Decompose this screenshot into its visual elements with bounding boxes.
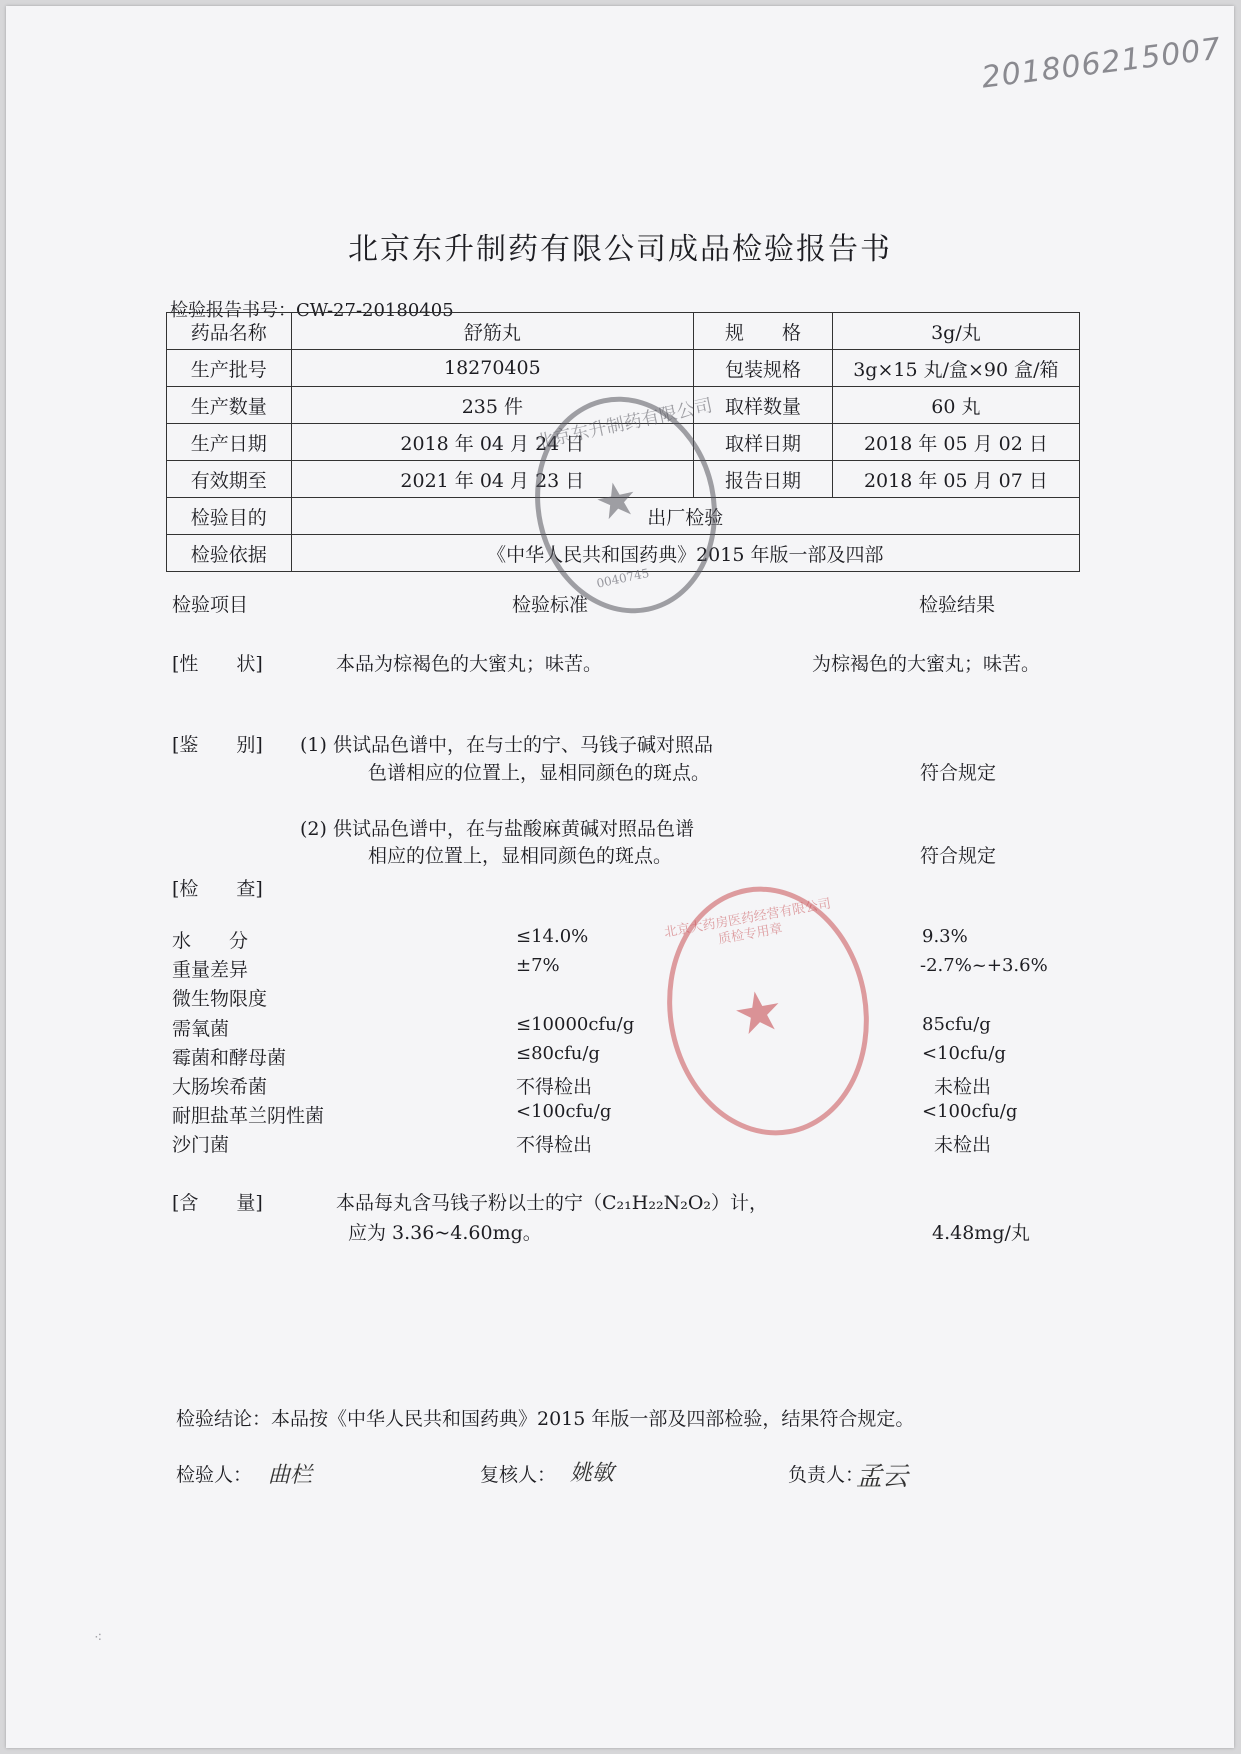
inspection-result: <10cfu/g (922, 1043, 1006, 1064)
table-row (167, 313, 1080, 350)
character-result: 为棕褐色的大蜜丸；味苦。 (812, 653, 1041, 675)
cell-label: 报告日期 (694, 461, 833, 498)
manager-label: 负责人： (788, 1464, 865, 1486)
inspection-standard: 不得检出 (516, 1134, 593, 1156)
inspection-label: [检 查] (172, 878, 263, 900)
reviewer-label: 复核人： (480, 1464, 557, 1486)
character-standard: 本品为棕褐色的大蜜丸；味苦。 (336, 653, 603, 675)
cell-label: 生产批号 (167, 350, 292, 387)
seal-text: 北京东升制药有限公司 (533, 395, 715, 454)
cell-value: 出厂检验 (291, 498, 1079, 535)
cell-value: 2018 年 05 月 07 日 (832, 461, 1079, 498)
content-result: 4.48mg/丸 (932, 1222, 1030, 1244)
cell-label: 取样日期 (694, 424, 833, 461)
header-standard: 检验标准 (512, 594, 589, 616)
cell-label: 规 格 (694, 313, 833, 350)
cell-label: 有效期至 (167, 461, 292, 498)
identification-item2-line2: 相应的位置上，显相同颜色的斑点。 (368, 845, 673, 867)
star-icon: ★ (589, 469, 644, 533)
scan-smudge: ⁖ (94, 1630, 103, 1646)
handwritten-doc-number: 201806215007 (979, 31, 1224, 96)
manager-signature: 孟云 (856, 1462, 909, 1492)
cell-value: 3g×15 丸/盒×90 盒/箱 (832, 350, 1079, 387)
cell-value: 2018 年 04 月 24 日 (291, 424, 694, 461)
conclusion: 检验结论：本品按《中华人民共和国药典》2015 年版一部及四部检验，结果符合规定。 (176, 1408, 915, 1430)
star-icon: ★ (727, 976, 789, 1050)
inspection-result: 未检出 (934, 1076, 992, 1098)
identification-label: [鉴 别] (172, 734, 263, 756)
cell-value: 舒筋丸 (291, 313, 694, 350)
identification-item1-line1: (1) 供试品色谱中，在与士的宁、马钱子碱对照品 (300, 734, 713, 756)
inspection-result: -2.7%~+3.6% (920, 955, 1048, 976)
seal-text: 北京大药房医药经营有限公司 质检专用章 (663, 896, 833, 948)
cell-label: 取样数量 (694, 387, 833, 424)
inspection-item: 需氧菌 (172, 1018, 230, 1040)
inspection-result: 未检出 (934, 1134, 992, 1156)
cell-label: 检验目的 (167, 498, 292, 535)
cell-value: 18270405 (291, 350, 694, 387)
reviewer-signature: 姚敏 (570, 1461, 615, 1486)
inspection-item: 耐胆盐革兰阴性菌 (172, 1105, 325, 1127)
content-line2: 应为 3.36~4.60mg。 (348, 1222, 542, 1244)
inspector-label: 检验人： (176, 1464, 253, 1486)
header-result: 检验结果 (919, 594, 996, 616)
identification-item2-line1: (2) 供试品色谱中，在与盐酸麻黄碱对照品色谱 (300, 818, 694, 840)
cell-value: 3g/丸 (832, 313, 1079, 350)
table-row (167, 350, 1080, 387)
cell-label: 检验依据 (167, 535, 292, 572)
inspection-result: <100cfu/g (922, 1101, 1018, 1122)
report-page (6, 6, 1234, 1748)
content-label: [含 量] (172, 1192, 263, 1214)
cell-label: 药品名称 (167, 313, 292, 350)
inspection-item: 水 分 (172, 930, 249, 952)
report-number: 检验报告书号：CW-27-20180405 (170, 300, 454, 321)
inspection-standard: 不得检出 (516, 1076, 593, 1098)
inspection-standard: <100cfu/g (516, 1101, 612, 1122)
inspection-item: 微生物限度 (172, 988, 268, 1010)
inspection-standard: ≤14.0% (516, 926, 589, 947)
inspection-result: 85cfu/g (922, 1014, 991, 1035)
inspection-item: 沙门菌 (172, 1134, 230, 1156)
inspection-standard: ±7% (516, 955, 560, 976)
inspection-standard: ≤10000cfu/g (516, 1014, 635, 1035)
identification-item1-line2: 色谱相应的位置上，显相同颜色的斑点。 (368, 762, 711, 784)
cell-value: 2021 年 04 月 23 日 (291, 461, 694, 498)
inspection-standard: ≤80cfu/g (516, 1043, 600, 1064)
inspection-result: 9.3% (922, 926, 968, 947)
cell-label: 生产数量 (167, 387, 292, 424)
header-item: 检验项目 (172, 594, 249, 616)
inspector-signature: 曲栏 (268, 1463, 313, 1488)
cell-value: 《中华人民共和国药典》2015 年版一部及四部 (291, 535, 1079, 572)
cell-value: 2018 年 05 月 02 日 (832, 424, 1079, 461)
cell-label: 生产日期 (167, 424, 292, 461)
inspection-item: 大肠埃希菌 (172, 1076, 268, 1098)
content-line1: 本品每丸含马钱子粉以士的宁（C₂₁H₂₂N₂O₂）计， (336, 1192, 769, 1214)
cell-value: 60 丸 (832, 387, 1079, 424)
inspection-item: 重量差异 (172, 959, 249, 981)
identification-item2-result: 符合规定 (920, 845, 997, 867)
page-title: 北京东升制药有限公司成品检验报告书 (348, 232, 892, 267)
cell-value: 235 件 (291, 387, 694, 424)
quality-seal (648, 871, 888, 1152)
identification-item1-result: 符合规定 (920, 762, 997, 784)
character-label: [性 状] (172, 653, 263, 675)
inspection-item: 霉菌和酵母菌 (172, 1047, 287, 1069)
seal-number: 0040745 (595, 565, 651, 591)
cell-label: 包装规格 (694, 350, 833, 387)
